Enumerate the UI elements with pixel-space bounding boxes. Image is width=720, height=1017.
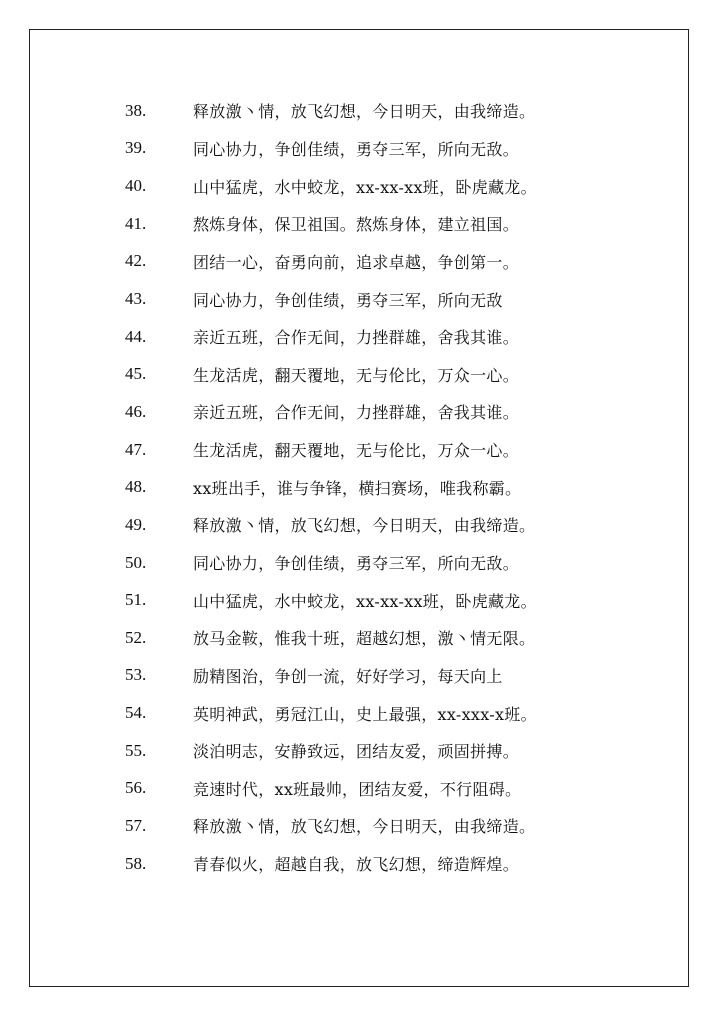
- list-item: [125, 130, 605, 168]
- slogan-text: 同心协力，争创佳绩，勇夺三军，所向无敌。: [193, 554, 520, 573]
- list-item: [125, 544, 605, 582]
- list-item: [125, 431, 605, 469]
- list-item: [125, 205, 605, 243]
- slogan-text: 同心协力，争创佳绩，勇夺三军，所向无敌: [193, 290, 503, 310]
- item-number: 56.: [125, 778, 147, 798]
- item-number: 47.: [125, 439, 147, 459]
- list-item: [125, 581, 605, 619]
- item-number: 57.: [125, 815, 147, 835]
- item-number: 41.: [125, 213, 147, 233]
- item-number: 43.: [125, 289, 147, 309]
- slogan-text: 青春似火，超越自我，放飞幻想，缔造辉煌。: [193, 855, 520, 875]
- item-number: 54.: [125, 703, 147, 723]
- item-number: 53.: [125, 665, 147, 685]
- item-number: 40.: [125, 176, 147, 196]
- item-number: 42.: [125, 251, 147, 271]
- list-item: [125, 807, 605, 845]
- slogan-text: 放马金鞍，惟我十班，超越幻想，激丶情无限。: [193, 629, 536, 649]
- list-item: [125, 506, 605, 544]
- list-item: [125, 280, 605, 318]
- list-item: [125, 167, 605, 205]
- slogan-text: 励精图治，争创一流，好好学习，每天向上: [193, 666, 503, 686]
- slogan-text: 释放激丶情，放飞幻想，今日明天，由我缔造。: [193, 516, 536, 536]
- slogan-text: 生龙活虎，翻天覆地，无与伦比，万众一心。: [193, 365, 520, 385]
- list-item: [125, 845, 605, 883]
- slogan-text: xx班出手，谁与争锋，横扫赛场，唯我称霸。: [193, 478, 522, 498]
- item-number: 44.: [125, 326, 147, 346]
- list-item: [125, 355, 605, 393]
- list-item: [125, 770, 605, 808]
- list-item: [125, 393, 605, 431]
- slogan-text: 同心协力，争创佳绩，勇夺三军，所向无敌。: [193, 139, 520, 159]
- item-number: 48.: [125, 477, 147, 497]
- slogan-text: 山中猛虎，水中蛟龙，xx-xx-xx班，卧虎藏龙。: [193, 177, 537, 197]
- list-item: [125, 619, 605, 657]
- slogan-text: 山中猛虎，水中蛟龙，xx-xx-xx班，卧虎藏龙。: [193, 591, 537, 611]
- item-number: 50.: [125, 552, 147, 572]
- slogan-text: 释放激丶情，放飞幻想，今日明天，由我缔造。: [193, 102, 536, 122]
- item-number: 38.: [125, 100, 147, 120]
- slogan-text: 释放激丶情，放飞幻想，今日明天，由我缔造。: [193, 817, 536, 837]
- slogan-text: 团结一心，奋勇向前，追求卓越，争创第一。: [193, 252, 520, 272]
- slogan-text: 亲近五班，合作无间，力挫群雄，舍我其谁。: [193, 328, 520, 348]
- slogan-list: [125, 92, 605, 882]
- list-item: [125, 468, 605, 506]
- slogan-text: 亲近五班，合作无间，力挫群雄，舍我其谁。: [193, 403, 520, 423]
- slogan-text: 熬炼身体，保卫祖国。熬炼身体，建立祖国。: [193, 215, 520, 235]
- list-item: [125, 732, 605, 770]
- item-number: 55.: [125, 740, 147, 760]
- slogan-text: 淡泊明志，安静致远，团结友爱，顽固拼搏。: [193, 742, 520, 762]
- slogan-text: 英明神武，勇冠江山，史上最强，xx-xxx-x班。: [193, 704, 537, 724]
- item-number: 51.: [125, 590, 147, 610]
- slogan-text: 竞速时代，xx班最帅，团结友爱，不行阻碍。: [193, 779, 522, 799]
- slogan-text: 生龙活虎，翻天覆地，无与伦比，万众一心。: [193, 441, 520, 461]
- list-item: [125, 694, 605, 732]
- item-number: 45.: [125, 364, 147, 384]
- list-item: [125, 243, 605, 281]
- item-number: 46.: [125, 401, 147, 421]
- item-number: 39.: [125, 138, 147, 158]
- item-number: 52.: [125, 627, 147, 647]
- list-item: [125, 92, 605, 130]
- list-item: [125, 318, 605, 356]
- list-item: [125, 657, 605, 695]
- item-number: 58.: [125, 853, 147, 873]
- item-number: 49.: [125, 514, 147, 534]
